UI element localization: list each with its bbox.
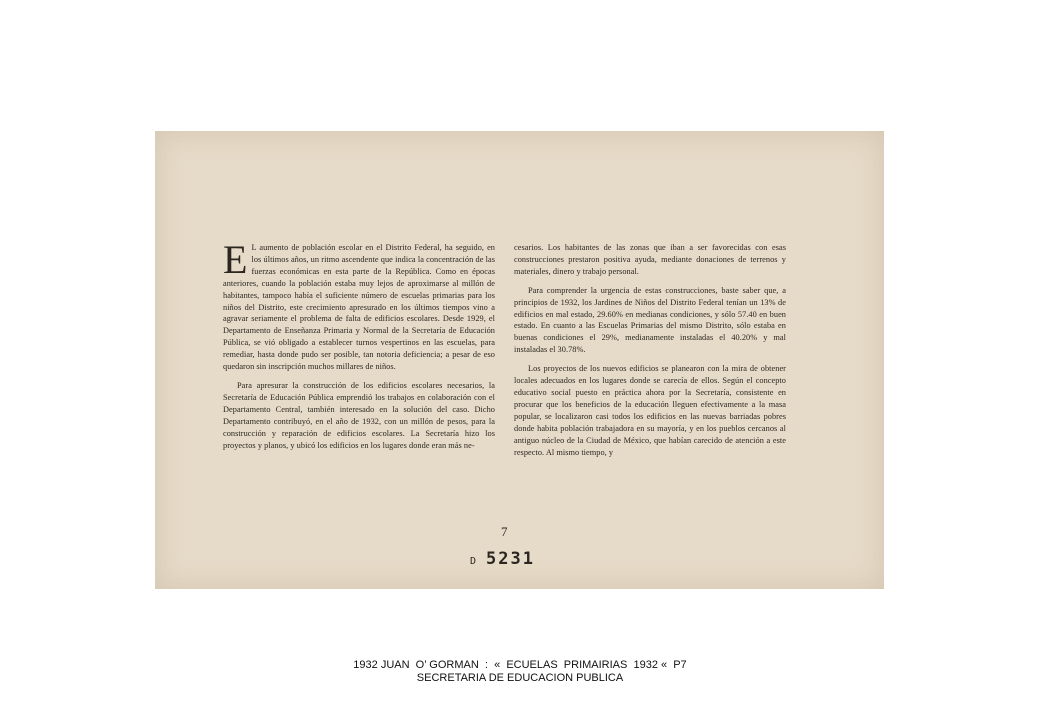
left-paragraph-1-text: L aumento de población escolar en el Distrito Federal, ha seguido, en los últimos años, un ritmo ascendente que indica la concentración de las fuerzas económicas en esta parte de la República. Como en épocas anteriores, cuando la población estaba muy lejos de aproximarse al millón de habitantes, tampoco había el suficiente número de escuelas primarias para los niños del Distrito, este crecimiento apresurado en los últimos tiempos vino a agravar seriamente el problema de falta de edificios escolares. Desde 1929, el Departamento de Enseñanza Primaria y Normal de la Secretaría de Educación Pública, se vió obligado a establecer turnos vespertinos en las escuelas, para remediar, hasta donde pudo ser posible, tan notoria deficiencia; a pesar de eso quedaron sin inscripción muchos millares de niños. (223, 243, 495, 372)
left-paragraph-1 (223, 237, 495, 373)
stamp-number: 5231 (486, 549, 535, 569)
page-number: 7 (501, 524, 508, 539)
drop-cap: E (223, 237, 248, 282)
caption-line-2: SECRETARIA DE EDUCACION PUBLICA (416, 672, 624, 684)
right-paragraph-1: cesarios. Los habitantes de las zonas que iban a ser favorecidas con esas construcciones prestaron positiva ayuda, mediante donaciones de terrenos y materiales, dinero y trabajo personal. (514, 243, 786, 276)
right-text-column (514, 242, 786, 465)
left-text-column (223, 237, 495, 458)
right-paragraph-2: Para comprender la urgencia de estas construcciones, baste saber que, a principios de 1932, los Jardines de Niños del Distrito Federal tenían un 13% de edificios en mal estado, 29.60% en medianas condiciones, y sólo 57.40 en buen estado. En cuanto a las Escuelas Primarias del mismo Distrito, sólo estaba en buenas condiciones el 29%, medianamente instaladas el 40.20% y mal instaladas el 30.78%. (514, 285, 786, 355)
left-paragraph-2: Para apresurar la construcción de los edificios escolares necesarios, la Secretaría de Educación Pública emprendió los trabajos en colaboración con el Departamento Central, también interesado en la solución del caso. Dicho Departamento contribuyó, en el año de 1932, con un millón de pesos, para la construcción y reparación de edificios escolares. La Secretaría hizo los proyectos y planos, y ubicó los edificios en los lugares donde eran más ne- (223, 380, 495, 450)
caption-line-1: 1932 JUAN O’ GORMAN : « ECUELAS PRIMAIRIAS 1932 « P7 (353, 659, 687, 671)
right-paragraph-3: Los proyectos de los nuevos edificios se planearon con la mira de obtener locales adecuados en los lugares donde se carecía de ellos. Según el concepto educativo social puesto en práctica ahora por la Secretaría, consistente en procurar que los beneficios de la educación lleguen efectivamente a la masa popular, se localizaron casi todos los edificios en las nuevas barriadas pobres donde habita población trabajadora en su mayoría, y en los pueblos cercanos al antiguo núcleo de la Ciudad de México, que habían carecido de atención a este respecto. Al mismo tiempo, y (514, 364, 786, 457)
scanned-page (155, 131, 884, 589)
stamp-prefix: D (470, 556, 477, 567)
inventory-stamp (470, 549, 535, 569)
caption (0, 659, 1040, 685)
